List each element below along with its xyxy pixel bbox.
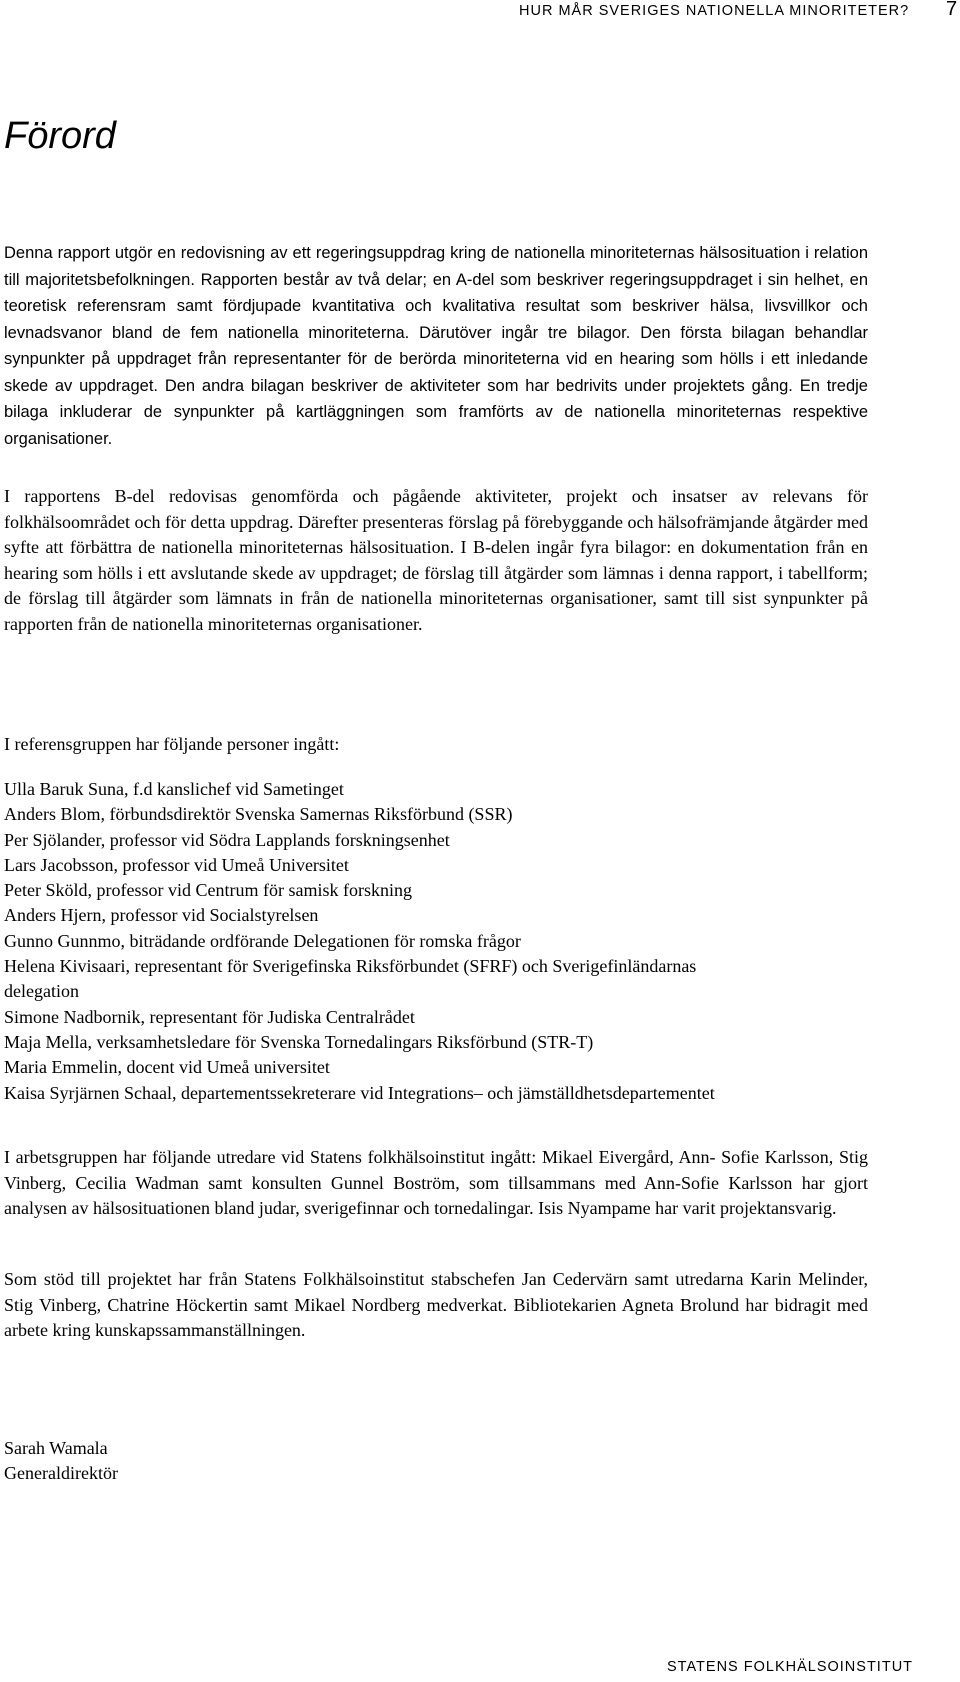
intro-paragraph-first-sentence: Denna rapport utgör en redovisning av ett regeringsuppdrag kring de nationella minoriteternas hälsosituation i relation till majoritetsbefolkningen. [4,244,868,289]
workgroup-paragraph: I arbetsgruppen har följande utredare vid Statens folkhälsoinstitut ingått: Mikael Eivergård, Ann- Sofie Karlsson, Stig Vinberg, Cecilia Wadman samt konsulten Gunnel Boström, som tillsammans med Ann-Sofie Karlsson har gjort analysen av hälsosituationen bland judar, sverigefinnar och tornedalingar. Isis Nyampame har varit projektansvarig. [4,1147,868,1218]
reference-group-member: Per Sjölander, professor vid Södra Lapplands forskningsenhet [4,829,450,850]
reference-group-member: Anders Hjern, professor vid Socialstyrelsen [4,905,319,926]
reference-group-member: Maja Mella, verksamhetsledare för Svenska Tornedalingars Riksförbund (STR-T) [4,1031,594,1052]
reference-group-intro: I referensgruppen har följande personer ingått: [4,734,340,754]
signature-block [4,1436,868,1487]
page-number: 7 [946,0,958,20]
page-heading: Förord [4,115,116,157]
reference-group-member: Simone Nadbornik, representant för Judiska Centralrådet [4,1006,415,1027]
reference-group-member: Anders Blom, förbundsdirektör Svenska Samernas Riksförbund (SSR) [4,804,513,825]
reference-group-member: Maria Emmelin, docent vid Umeå universitet [4,1057,330,1078]
signature-name: Sarah Wamala [4,1438,108,1458]
intro-paragraph [4,240,868,452]
reference-group-member: Lars Jacobsson, professor vid Umeå Universitet [4,854,349,875]
footer-organization: STATENS FOLKHÄLSOINSTITUT [667,1659,914,1675]
intro-paragraph-body: Rapporten består av två delar; en A-del som beskriver regeringsuppdraget i sin helhet, en teoretisk referensram samt fördjupade kvantitativa och kvalitativa resultat som beskriver hälsa, livsvillkor och levnadsvanor bland de fem nationella minoriteterna. Därutöver ingår tre bilagor. Den första bilagan behandlar synpunkter på uppdraget från representanter för de berörda minoriteterna vid en hearing som hölls i ett inledande skede av uppdraget. Den andra bilagan beskriver de aktiviteter som har bedrivits under projektets gång. En tredje bilaga inkluderar de synpunkter på kartläggningen som framförts av de nationella minoriteternas respektive organisationer. [4,270,868,448]
reference-group-member: Helena Kivisaari, representant för Sverigefinska Riksförbundet (SFRF) och Sverigefinländarnas delegation [4,956,697,1002]
support-paragraph: Som stöd till projektet har från Statens Folkhälsoinstitut stabschefen Jan Cedervärn samt utredarna Karin Melinder, Stig Vinberg, Chatrine Höckertin samt Mikael Nordberg medverkat. Bibliotekarien Agneta Brolund har bidragit med arbete kring kunskapssammanställningen. [4,1269,868,1340]
reference-group-member: Ulla Baruk Suna, f.d kanslichef vid Sametinget [4,779,344,799]
b-part-paragraph: I rapportens B-del redovisas genomförda och pågående aktiviteter, projekt och insatser av relevans för folkhälsoområdet och för detta uppdrag. Därefter presenteras förslag på förebyggande och hälsofrämjande åtgärder med syfte att förbättra de nationella minoriteternas hälsosituation. I B-delen ingår fyra bilagor: en dokumentation från en hearing som hölls i ett avslutande skede av uppdraget; de förslag till åtgärder som lämnas i denna rapport, i tabellform; de förslag till åtgärder som lämnats in från de nationella minoriteternas organisationer, samt till sist synpunkter på rapporten från de nationella minoriteternas organisationer. [4,486,868,634]
reference-group-member: Peter Sköld, professor vid Centrum för samisk forskning [4,880,412,901]
reference-group-member: Kaisa Syrjärnen Schaal, departementssekreterare vid Integrations– och jämställdhetsdepartementet [4,1082,715,1103]
signature-title: Generaldirektör [4,1463,118,1484]
reference-group-member: Gunno Gunnmo, biträdande ordförande Delegationen för romska frågor [4,930,521,951]
running-header-title: HUR MÅR SVERIGES NATIONELLA MINORITETER? [519,3,910,19]
reference-group-list [4,777,868,1106]
